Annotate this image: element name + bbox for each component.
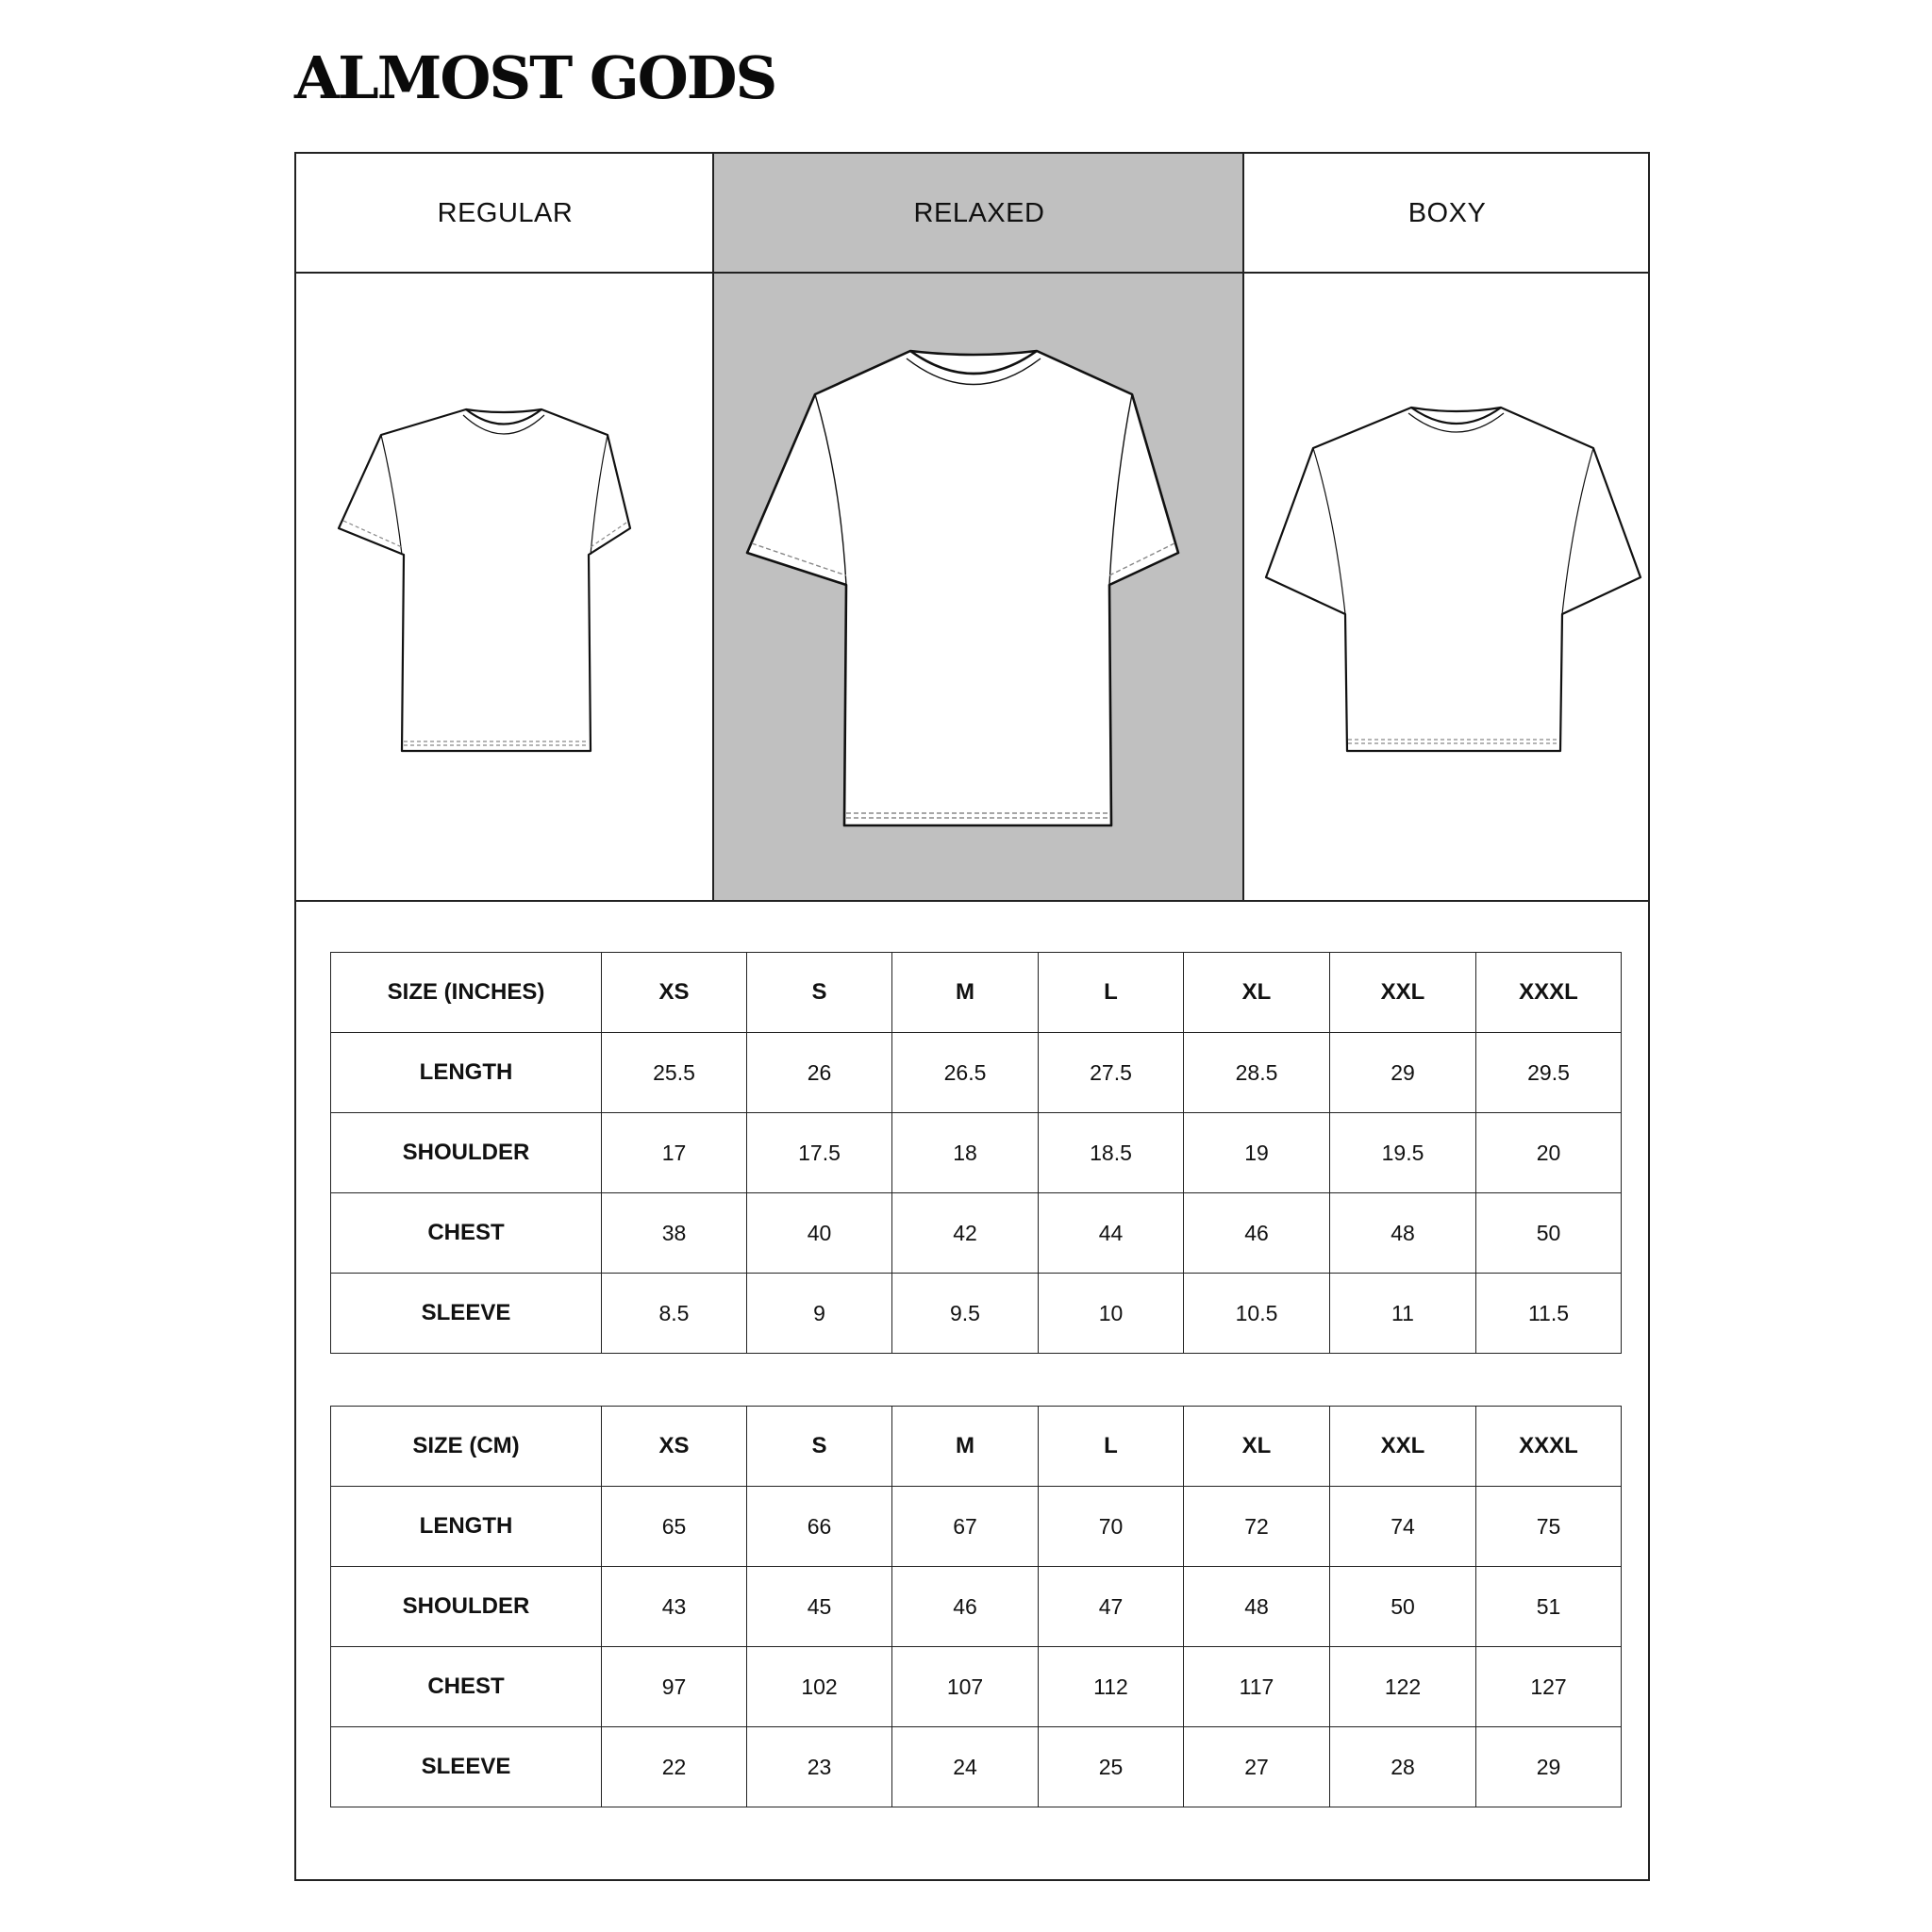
- table-cell: 75: [1476, 1487, 1622, 1567]
- row-label: CHEST: [331, 1647, 602, 1727]
- boxy-fit-panel: [1244, 274, 1650, 902]
- table-cell: 17.5: [747, 1113, 892, 1193]
- table-row: [331, 1727, 1622, 1807]
- table-cell: 45: [747, 1567, 892, 1647]
- boxy-tshirt-icon: [1244, 274, 1650, 902]
- fit-header-relaxed: RELAXED: [714, 154, 1244, 274]
- divider: [712, 154, 714, 902]
- size-guide-frame: [294, 152, 1650, 1881]
- regular-fit-panel: [296, 274, 714, 902]
- row-label: LENGTH: [331, 1033, 602, 1113]
- table-header-cell: S: [747, 1407, 892, 1487]
- inches-size-table: [330, 952, 1622, 1354]
- row-label: SHOULDER: [331, 1567, 602, 1647]
- table-cell: 46: [1184, 1193, 1330, 1274]
- row-label: SLEEVE: [331, 1727, 602, 1807]
- table-cell: 18.5: [1039, 1113, 1184, 1193]
- table-header-cell: XXL: [1330, 1407, 1476, 1487]
- table-cell: 10: [1039, 1274, 1184, 1354]
- row-label: SHOULDER: [331, 1113, 602, 1193]
- table-cell: 10.5: [1184, 1274, 1330, 1354]
- divider: [296, 272, 1648, 274]
- table-header-cell: M: [892, 953, 1039, 1033]
- table-row: [331, 1033, 1622, 1113]
- table-cell: 25: [1039, 1727, 1184, 1807]
- table-header-cell: XL: [1184, 1407, 1330, 1487]
- cm-size-table: [330, 1406, 1622, 1807]
- table-header-cell: XXXL: [1476, 1407, 1622, 1487]
- table-cell: 65: [602, 1487, 747, 1567]
- divider: [1242, 154, 1244, 902]
- table-cell: 127: [1476, 1647, 1622, 1727]
- table-cell: 23: [747, 1727, 892, 1807]
- table-header-cell: SIZE (CM): [331, 1407, 602, 1487]
- relaxed-tshirt-icon: [714, 274, 1244, 902]
- table-cell: 9: [747, 1274, 892, 1354]
- table-row: [331, 1274, 1622, 1354]
- regular-tshirt-icon: [296, 274, 714, 902]
- table-header-cell: XS: [602, 1407, 747, 1487]
- table-cell: 48: [1330, 1193, 1476, 1274]
- table-cell: 28: [1330, 1727, 1476, 1807]
- row-label: CHEST: [331, 1193, 602, 1274]
- table-cell: 28.5: [1184, 1033, 1330, 1113]
- table-cell: 24: [892, 1727, 1039, 1807]
- table-header-cell: M: [892, 1407, 1039, 1487]
- table-cell: 47: [1039, 1567, 1184, 1647]
- table-cell: 70: [1039, 1487, 1184, 1567]
- fit-header-boxy: BOXY: [1407, 198, 1487, 228]
- table-cell: 29: [1476, 1727, 1622, 1807]
- table-cell: 19: [1184, 1113, 1330, 1193]
- table-cell: 107: [892, 1647, 1039, 1727]
- table-header-cell: L: [1039, 953, 1184, 1033]
- table-cell: 46: [892, 1567, 1039, 1647]
- table-cell: 51: [1476, 1567, 1622, 1647]
- table-cell: 29.5: [1476, 1033, 1622, 1113]
- table-cell: 112: [1039, 1647, 1184, 1727]
- row-label: LENGTH: [331, 1487, 602, 1567]
- table-cell: 20: [1476, 1113, 1622, 1193]
- relaxed-fit-panel: [714, 274, 1244, 902]
- table-cell: 74: [1330, 1487, 1476, 1567]
- table-cell: 9.5: [892, 1274, 1039, 1354]
- table-header-cell: XL: [1184, 953, 1330, 1033]
- table-cell: 29: [1330, 1033, 1476, 1113]
- table-cell: 97: [602, 1647, 747, 1727]
- table-cell: 27.5: [1039, 1033, 1184, 1113]
- table-cell: 48: [1184, 1567, 1330, 1647]
- table-cell: 50: [1330, 1567, 1476, 1647]
- divider: [296, 900, 1648, 902]
- table-cell: 11.5: [1476, 1274, 1622, 1354]
- table-cell: 17: [602, 1113, 747, 1193]
- table-cell: 43: [602, 1567, 747, 1647]
- row-label: SLEEVE: [331, 1274, 602, 1354]
- table-cell: 27: [1184, 1727, 1330, 1807]
- table-cell: 19.5: [1330, 1113, 1476, 1193]
- table-row: [331, 1193, 1622, 1274]
- table-header-cell: L: [1039, 1407, 1184, 1487]
- table-cell: 42: [892, 1193, 1039, 1274]
- table-header-cell: SIZE (INCHES): [331, 953, 602, 1033]
- table-header-row: [331, 953, 1622, 1033]
- brand-title: ALMOST GODS: [294, 43, 776, 112]
- table-cell: 8.5: [602, 1274, 747, 1354]
- table-cell: 25.5: [602, 1033, 747, 1113]
- table-cell: 50: [1476, 1193, 1622, 1274]
- table-row: [331, 1567, 1622, 1647]
- table-cell: 66: [747, 1487, 892, 1567]
- table-cell: 67: [892, 1487, 1039, 1567]
- table-header-cell: S: [747, 953, 892, 1033]
- table-cell: 72: [1184, 1487, 1330, 1567]
- table-header-cell: XXXL: [1476, 953, 1622, 1033]
- table-row: [331, 1113, 1622, 1193]
- table-row: [331, 1647, 1622, 1727]
- table-cell: 122: [1330, 1647, 1476, 1727]
- table-cell: 26.5: [892, 1033, 1039, 1113]
- table-row: [331, 1487, 1622, 1567]
- table-cell: 26: [747, 1033, 892, 1113]
- table-cell: 22: [602, 1727, 747, 1807]
- table-cell: 44: [1039, 1193, 1184, 1274]
- table-cell: 18: [892, 1113, 1039, 1193]
- table-header-row: [331, 1407, 1622, 1487]
- table-cell: 38: [602, 1193, 747, 1274]
- table-cell: 102: [747, 1647, 892, 1727]
- table-cell: 40: [747, 1193, 892, 1274]
- table-cell: 11: [1330, 1274, 1476, 1354]
- fit-header-regular: REGULAR: [437, 198, 574, 228]
- table-cell: 117: [1184, 1647, 1330, 1727]
- table-header-cell: XS: [602, 953, 747, 1033]
- table-header-cell: XXL: [1330, 953, 1476, 1033]
